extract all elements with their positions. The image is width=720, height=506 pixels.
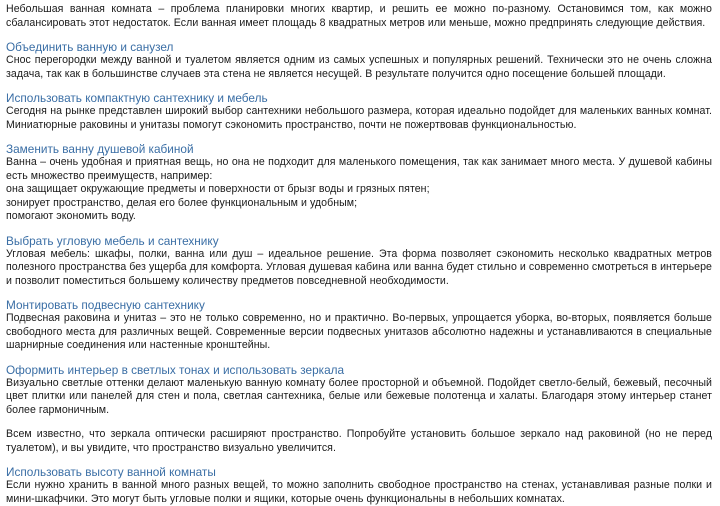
section-title: Использовать высоту ванной комнаты bbox=[6, 465, 216, 479]
section-wall-hung-plumbing bbox=[6, 298, 712, 353]
section-corner-furniture bbox=[6, 234, 712, 289]
section-body: Подвесная раковина и унитаз – это не только современно, но и практично. Во-первых, упрощается уборка, во-вторых, появляется больше свободного места для различных вещей. Современные версии подвесных унитазов абсолютно надежны и устанавливаются в специальные шарнирные соединения или настенные кронштейны. bbox=[6, 312, 712, 351]
section-title: Выбрать угловую мебель и сантехнику bbox=[6, 233, 219, 248]
section-body-extra: Всем известно, что зеркала оптически расширяют пространство. Попробуйте установить большое зеркало над раковиной (но не перед туалетом), и вы увидите, что пространство визуально увеличится. bbox=[6, 428, 712, 454]
section-title: Оформить интерьер в светлых тонах и использовать зеркала bbox=[6, 362, 345, 377]
section-title: Монтировать подвесную сантехнику bbox=[6, 298, 205, 312]
list-item: зонирует пространство, делая его более функциональным и удобным; bbox=[6, 196, 358, 209]
list-item: помогают экономить воду. bbox=[6, 210, 136, 222]
section-body: Визуально светлые оттенки делают маленькую ванную комнату более просторной и объемной. Подойдет светло-белый, бежевый, песочный цвет плитки или панелей для стен и пола, светлая сантехника, белые или бежевые полотенца и халаты. Благодаря этому интерьер станет более гармоничным. bbox=[6, 376, 712, 416]
section-body: Снос перегородки между ванной и туалетом является одним из самых успешных и популярных решений. Технически это не очень сложна задача, так как в большинстве случаев эта стена не является несущей. В результате получится одно посещение большей площади. bbox=[6, 54, 712, 80]
section-title: Объединить ванную и санузел bbox=[6, 40, 174, 54]
section-title: Заменить ванну душевой кабиной bbox=[6, 142, 194, 156]
list-item: она защищает окружающие предметы и поверхности от брызг воды и грязных пятен; bbox=[6, 183, 430, 195]
section-light-tones-mirrors bbox=[6, 363, 712, 456]
section-title: Использовать компактную сантехнику и мебель bbox=[6, 91, 268, 105]
section-use-height bbox=[6, 465, 712, 506]
intro-paragraph: Небольшая ванная комната – проблема планировки многих квартир, и решить ее можно по-разному. Остановимся том, как можно сбалансировать этот недостаток. Если ванная имеет площадь 8 квадратных метров или меньше, можно предпринять следующие действия. bbox=[6, 3, 712, 29]
paragraph-gap bbox=[6, 417, 712, 428]
section-body: Ванна – очень удобная и приятная вещь, но она не подходит для маленького помещения, так как занимает много места. У душевой кабины есть множество преимуществ, например: bbox=[6, 156, 712, 182]
section-merge-bathroom bbox=[6, 40, 712, 81]
section-shower-cabin bbox=[6, 142, 712, 224]
section-body: Угловая мебель: шкафы, полки, ванна или душ – идеальное решение. Эта форма позволяет сэкономить несколько квадратных метров полезного пространства без ущерба для комфорта. Угловая душевая кабина или ванна будет стильно и современно смотреться в интерьере и позволит поместиться большему количеству предметов повседневной необходимости. bbox=[6, 247, 712, 287]
section-compact-plumbing bbox=[6, 91, 712, 132]
section-body: Сегодня на рынке представлен широкий выбор сантехники небольшого размера, которая идеально подойдет для маленьких ванных комнат. Миниатюрные раковины и унитазы помогут сэкономить пространство, почти не пожертвовав функциональностью. bbox=[6, 105, 712, 131]
section-body: Если нужно хранить в ванной много разных вещей, то можно заполнить свободное пространство на стенах, устанавливая разные полки и мини-шкафчики. Это могут быть угловые полки и ящики, которые очень функциональны в небольших комнатах. bbox=[6, 479, 712, 505]
